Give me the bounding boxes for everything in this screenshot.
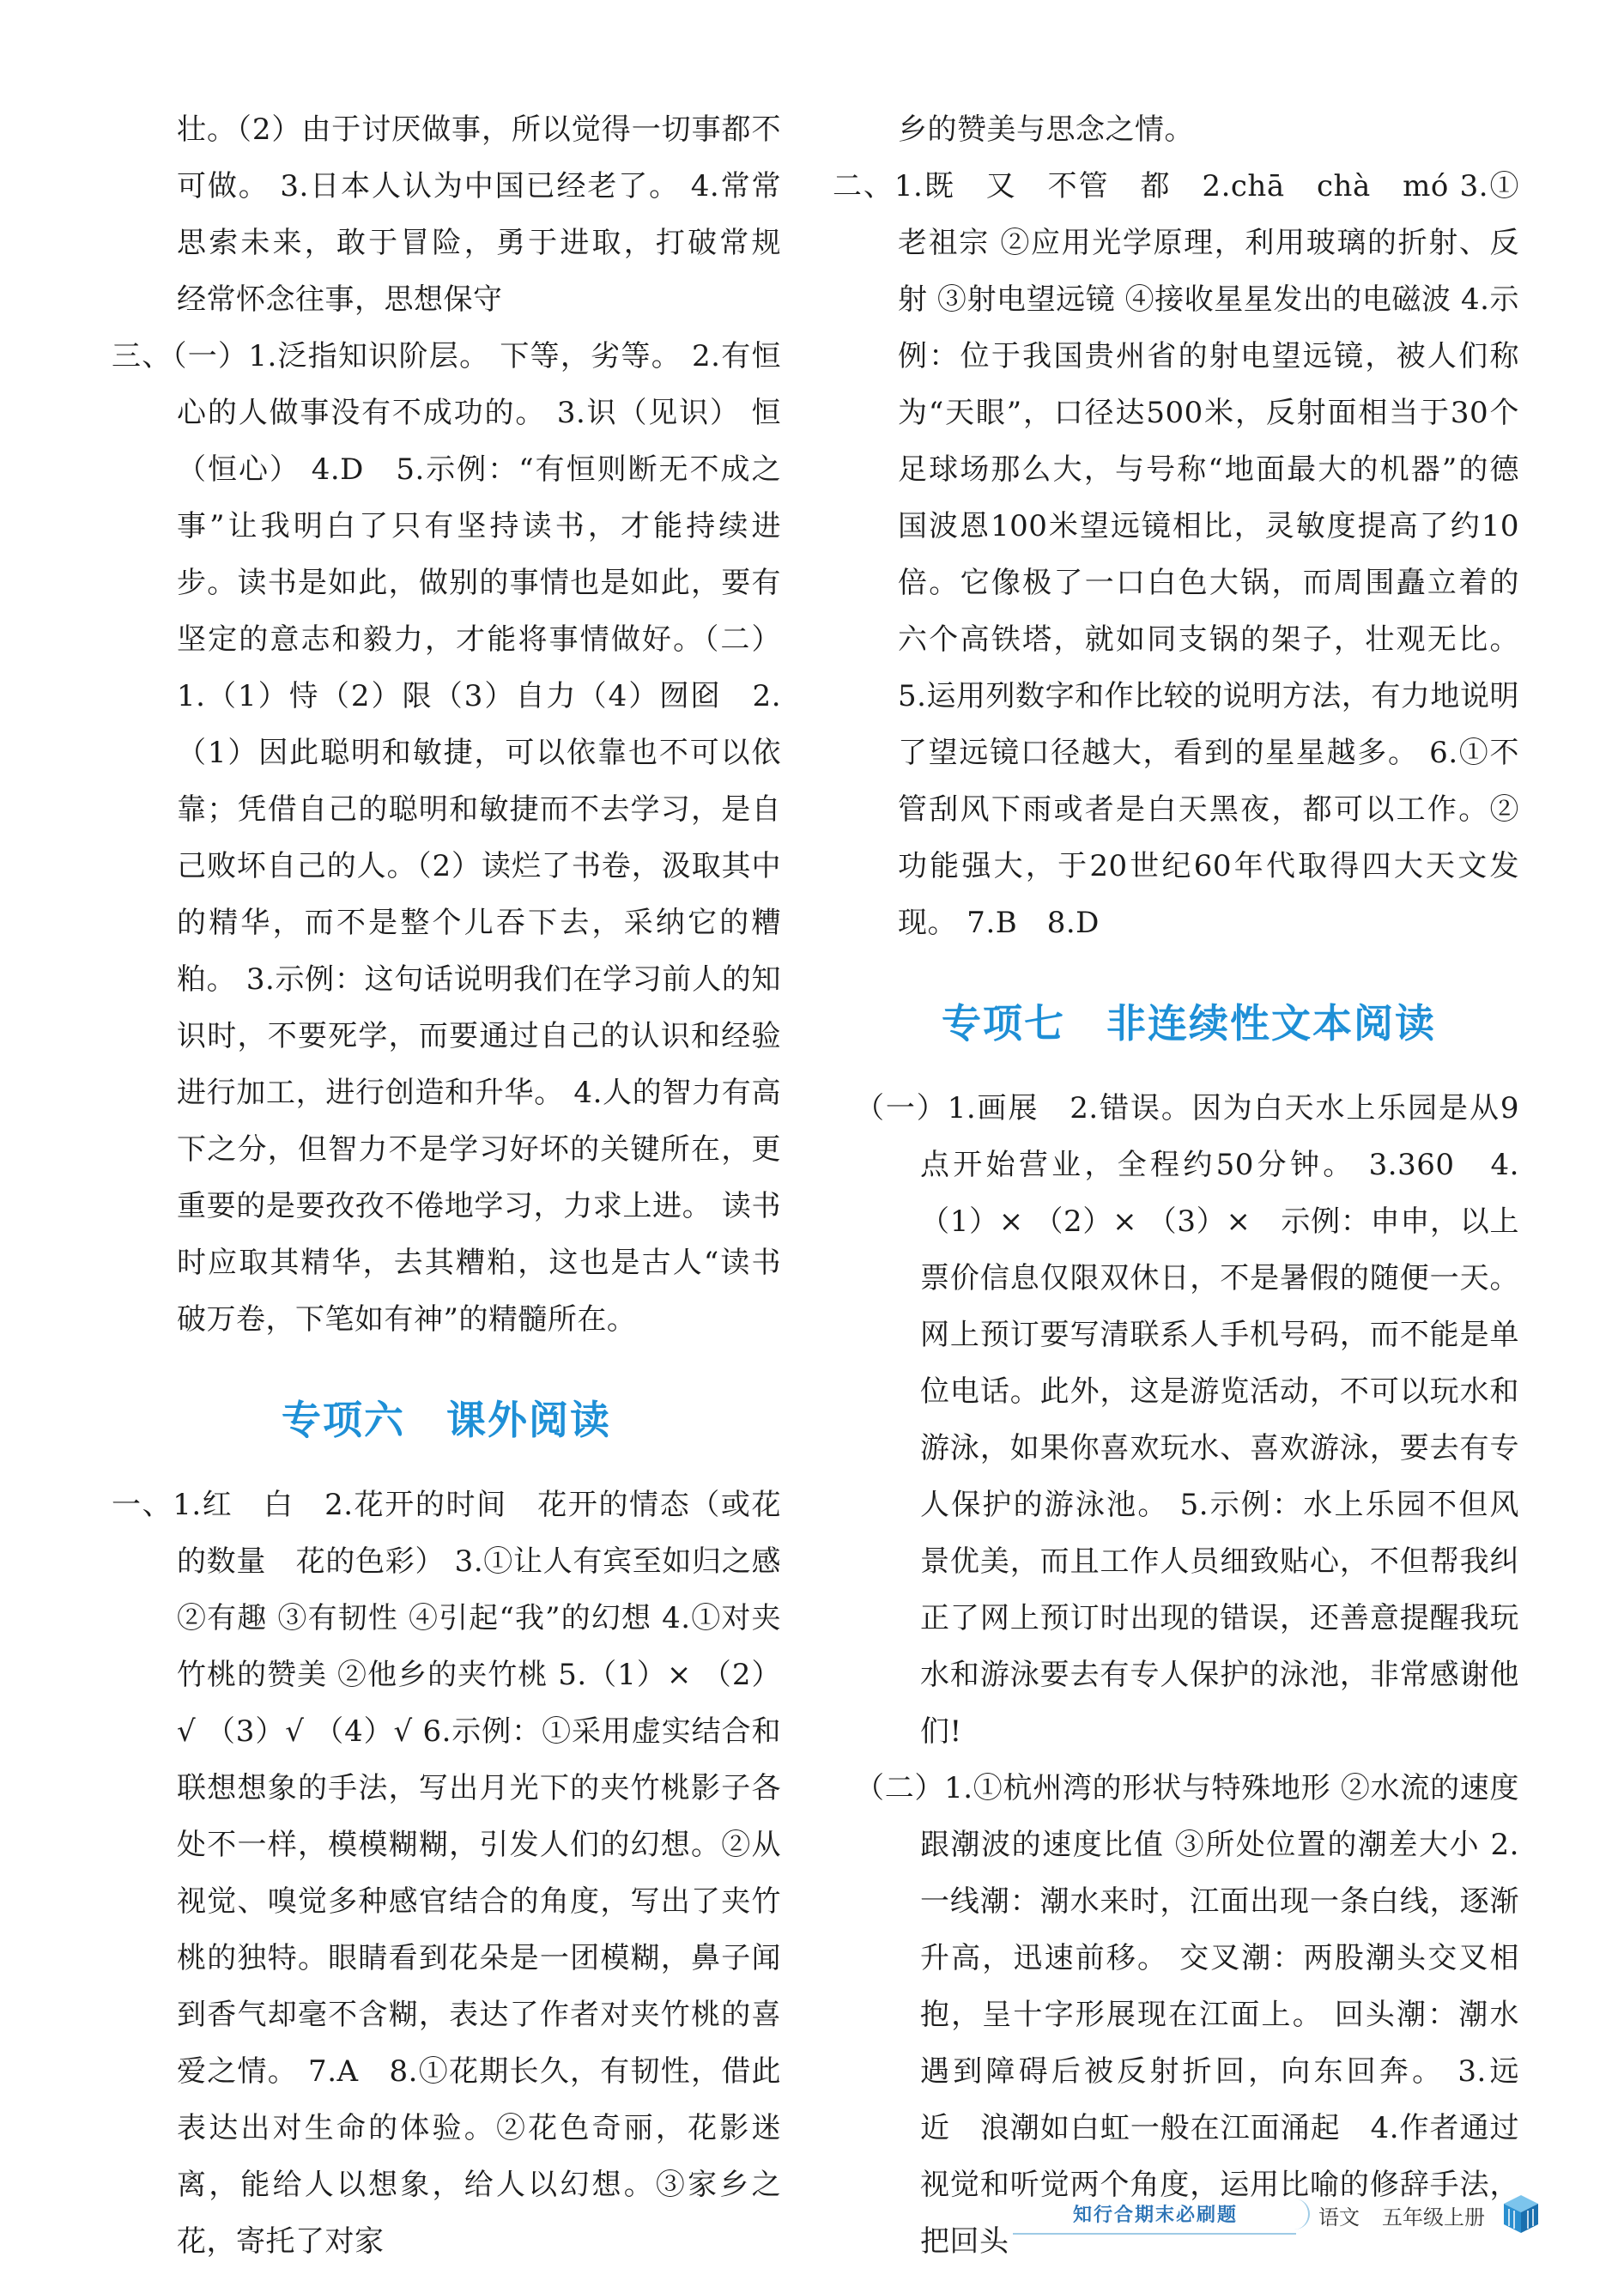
section-7-title-name: 非连续性文本阅读: [1106, 1000, 1436, 1046]
page-footer: [1013, 2193, 1545, 2240]
section-2-paragraph: [833, 158, 1519, 951]
section-3-marker: 三、: [112, 339, 173, 373]
left-continuation-paragraph: [112, 101, 811, 328]
section-7-title: [858, 998, 1519, 1049]
section-6-title: [112, 1394, 781, 1446]
section-3-paragraph: [112, 328, 781, 1348]
subsection-2-marker: （二）: [855, 1771, 945, 1805]
section-1-paragraph: [112, 1477, 781, 2270]
subsection-1-marker: （一）: [855, 1091, 948, 1125]
subsection-1-paragraph: [855, 1080, 1520, 1760]
left-cont-text: 壮。（2）由于讨厌做事，所以觉得一切事都不可做。 3.日本人认为中国已经老了。 4.常常思索未来，敢于冒险，勇于进取，打破常规 经常怀念往事，思想保守: [177, 112, 811, 317]
section-1-marker: 一、: [112, 1488, 173, 1522]
right-continuation-paragraph: [858, 101, 1519, 158]
cube-icon: [1502, 2193, 1540, 2235]
footer-brand: 知行合期末必刷题: [1073, 2205, 1239, 2226]
section-7-title-number: 专项七: [942, 1000, 1065, 1046]
right-cont-text: 乡的赞美与思念之情。: [898, 112, 1194, 147]
footer-rule: [1013, 2233, 1296, 2235]
footer-grade: 五年级上册: [1382, 2205, 1485, 2229]
subsection-2-text: 1.①杭州湾的形状与特殊地形 ②水流的速度跟潮波的速度比值 ③所处位置的潮差大小 2.一线潮：潮水来时，江面出现一条白线，逐渐升高，迅速前移。 交叉潮：两股潮头交叉相抱，呈十字形展现在江面上。 回头潮：潮水遇到障碍后被反射折回，向东回奔。 3.远 近 浪潮如白虹一般在江面涌起 4.作者通过视觉和听觉两个角度，运用比喻的修辞手法，把回头: [920, 1771, 1549, 2259]
section-6-title-name: 课外阅读: [446, 1397, 611, 1443]
section-1-text: 1.红 白 2.花开的时间 花开的情态（或花的数量 花的色彩） 3.①让人有宾至如归之感 ②有趣 ③有韧性 ④引起“我”的幻想 4.①对夹竹桃的赞美 ②他乡的夹竹桃 5.（1）× （2）√ （3）√ （4）√ 6.示例：①采用虚实结合和联想想象的手法，写出月光下的夹竹桃影子各处不一样，模模糊糊，引发人们的幻想。②从视觉、嗅觉多种感官结合的角度，写出了夹竹桃的独特。眼睛看到花朵是一团模糊，鼻子闻到香气却毫不含糊，表达了作者对夹竹桃的喜爱之情。 7.A 8.①花期长久，有韧性，借此表达出对生命的体验。②花色奇丽，花影迷离，能给人以想象，给人以幻想。③家乡之花，寄托了对家: [173, 1488, 781, 2259]
section-2-text: 1.既 又 不管 都 2.chā chà mó 3.①老祖宗 ②应用光学原理，利用玻璃的折射、反射 ③射电望远镜 ④接收星星发出的电磁波 4.示例：位于我国贵州省的射电望远镜，被人们称为“天眼”，口径达500米，反射面相当于30个足球场那么大，与号称“地面最大的机器”的德国波恩100米望远镜相比，灵敏度提高了约10倍。它像极了一口白色大锅，而周围矗立着的六个高铁塔，就如同支锅的架子，壮观无比。 5.运用列数字和作比较的说明方法，有力地说明了望远镜口径越大，看到的星星越多。 6.①不管刮风下雨或者是白天黑夜，都可以工作。②功能强大，于20世纪60年代取得四大天文发现。 7.B 8.D: [894, 169, 1519, 940]
footer-subject: 语文: [1318, 2205, 1360, 2229]
section-3-text: （一）1.泛指知识阶层。 下等，劣等。 2.有恒心的人做事没有不成功的。 3.识（见识） 恒（恒心） 4.D 5.示例：“有恒则断无不成之事”让我明白了只有坚持读书，才能持续进步。读书是如此，做别的事情也是如此，要有坚定的意志和毅力，才能将事情做好。（二）1.（1）恃（2）限（3）自力（4）囫囵 2.（1）因此聪明和敏捷，可以依靠也不可以依靠；凭借自己的聪明和敏捷而不去学习，是自己败坏自己的人。（2）读烂了书卷，汲取其中的精华，而不是整个儿吞下去，采纳它的糟粕。 3.示例：这句话说明我们在学习前人的知识时，不要死学，而要通过自己的认识和经验进行加工，进行创造和升华。 4.人的智力有高下之分，但智力不是学习好坏的关键所在，更重要的是要孜孜不倦地学习，力求上进。 读书时应取其精华，去其糟粕，这也是古人“读书破万卷，下笔如有神”的精髓所在。: [172, 339, 782, 1337]
section-6-title-number: 专项六: [282, 1397, 405, 1443]
left-column: [112, 101, 811, 2270]
footer-separator: [1289, 2199, 1310, 2229]
subsection-1-text: 1.画展 2.错误。因为白天水上乐园是从9点开始营业，全程约50分钟。 3.360 4.（1）× （2）× （3）× 示例：申申，以上票价信息仅限双休日，不是暑假的随便一天。网上预订要写清联系人手机号码，而不能是单位电话。此外，这是游览活动，不可以玩水和游泳，如果你喜欢玩水、喜欢游泳，要去有专人保护的游泳池。 5.示例：水上乐园不但风景优美，而且工作人员细致贴心，不但帮我纠正了网上预订时出现的错误，还善意提醒我玩水和游泳要去有专人保护的泳池，非常感谢他们!: [920, 1091, 1520, 1749]
section-2-marker: 二、: [833, 169, 894, 203]
right-column: [833, 101, 1549, 2270]
